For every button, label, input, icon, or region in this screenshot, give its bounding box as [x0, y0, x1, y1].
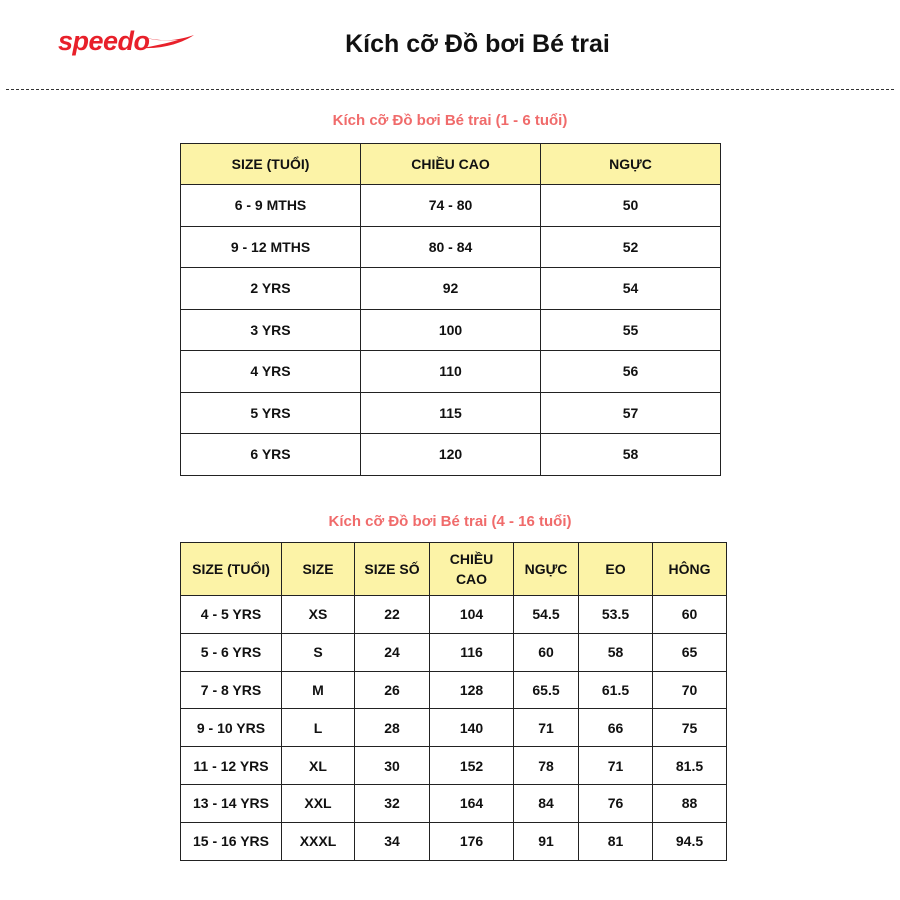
table-cell: 74 - 80	[361, 185, 541, 227]
page-header	[0, 0, 900, 90]
table-cell: 71	[579, 747, 653, 785]
page-title: Kích cỡ Đồ bơi Bé trai	[345, 30, 610, 58]
table-cell: 5 YRS	[181, 392, 361, 434]
column-header: HÔNG	[653, 543, 727, 596]
table-cell: 53.5	[579, 596, 653, 634]
column-header: NGỰC	[541, 144, 721, 185]
table-row	[181, 434, 721, 476]
table-cell: 61.5	[579, 671, 653, 709]
table-cell: 5 - 6 YRS	[181, 633, 282, 671]
size-table-4-16-years	[180, 542, 727, 861]
table-cell: XL	[282, 747, 355, 785]
table-cell: 70	[653, 671, 727, 709]
table-cell: 54.5	[514, 596, 579, 634]
column-header: CHIỀU CAO	[430, 543, 514, 596]
table-cell: 7 - 8 YRS	[181, 671, 282, 709]
table-cell: 120	[361, 434, 541, 476]
table-cell: 28	[355, 709, 430, 747]
table-cell: 60	[514, 633, 579, 671]
table-cell: XXXL	[282, 822, 355, 860]
table-cell: 116	[430, 633, 514, 671]
table-cell: 58	[541, 434, 721, 476]
table-cell: 152	[430, 747, 514, 785]
table-cell: 176	[430, 822, 514, 860]
table-cell: 78	[514, 747, 579, 785]
table-cell: 81	[579, 822, 653, 860]
table-cell: 91	[514, 822, 579, 860]
table-cell: 75	[653, 709, 727, 747]
table-cell: 84	[514, 784, 579, 822]
table-cell: 4 - 5 YRS	[181, 596, 282, 634]
table-cell: 26	[355, 671, 430, 709]
table-cell: 9 - 12 MTHS	[181, 226, 361, 268]
table-cell: 71	[514, 709, 579, 747]
table-cell: XS	[282, 596, 355, 634]
table-cell: 100	[361, 309, 541, 351]
table-2-title: Kích cỡ Đồ bơi Bé trai (4 - 16 tuổi)	[328, 513, 572, 530]
table-cell: 13 - 14 YRS	[181, 784, 282, 822]
table-cell: 94.5	[653, 822, 727, 860]
table-cell: 4 YRS	[181, 351, 361, 393]
table-cell: 52	[541, 226, 721, 268]
table-cell: 34	[355, 822, 430, 860]
table-row	[181, 633, 727, 671]
table-cell: 92	[361, 268, 541, 310]
table-cell: 140	[430, 709, 514, 747]
dashed-divider	[6, 89, 894, 90]
table-cell: 60	[653, 596, 727, 634]
table-cell: 66	[579, 709, 653, 747]
table-cell: 55	[541, 309, 721, 351]
table-row	[181, 822, 727, 860]
table-cell: 58	[579, 633, 653, 671]
table-row	[181, 671, 727, 709]
table-cell: 65.5	[514, 671, 579, 709]
table-row	[181, 185, 721, 227]
table-cell: 88	[653, 784, 727, 822]
column-header: SIZE (TUỔI)	[181, 144, 361, 185]
table-row	[181, 596, 727, 634]
table-row	[181, 392, 721, 434]
table-cell: XXL	[282, 784, 355, 822]
table-cell: 65	[653, 633, 727, 671]
table-cell: 164	[430, 784, 514, 822]
table-cell: 11 - 12 YRS	[181, 747, 282, 785]
table-row	[181, 268, 721, 310]
table-header-row	[181, 144, 721, 185]
table-cell: 2 YRS	[181, 268, 361, 310]
table-cell: 6 - 9 MTHS	[181, 185, 361, 227]
table-header-row	[181, 543, 727, 596]
table-cell: 30	[355, 747, 430, 785]
table-cell: 50	[541, 185, 721, 227]
table-row	[181, 309, 721, 351]
table-row	[181, 784, 727, 822]
table-cell: M	[282, 671, 355, 709]
table-row	[181, 351, 721, 393]
table-cell: 128	[430, 671, 514, 709]
brand-wordmark: speedo	[58, 26, 150, 56]
table-cell: L	[282, 709, 355, 747]
size-table-1-6-years	[180, 143, 721, 476]
column-header: CHIỀU CAO	[361, 144, 541, 185]
column-header: NGỰC	[514, 543, 579, 596]
table-cell: 80 - 84	[361, 226, 541, 268]
table-cell: 9 - 10 YRS	[181, 709, 282, 747]
table-cell: 57	[541, 392, 721, 434]
column-header: SIZE (TUỔI)	[181, 543, 282, 596]
table-cell: 56	[541, 351, 721, 393]
table-row	[181, 747, 727, 785]
table-cell: 15 - 16 YRS	[181, 822, 282, 860]
table-1-title: Kích cỡ Đồ bơi Bé trai (1 - 6 tuổi)	[332, 112, 568, 129]
column-header: EO	[579, 543, 653, 596]
table-cell: 32	[355, 784, 430, 822]
column-header: SIZE	[282, 543, 355, 596]
table-cell: 3 YRS	[181, 309, 361, 351]
table-cell: 104	[430, 596, 514, 634]
table-cell: 81.5	[653, 747, 727, 785]
table-cell: 24	[355, 633, 430, 671]
table-cell: 6 YRS	[181, 434, 361, 476]
column-header: SIZE SỐ	[355, 543, 430, 596]
table-cell: 54	[541, 268, 721, 310]
table-row	[181, 226, 721, 268]
table-cell: 76	[579, 784, 653, 822]
table-cell: 115	[361, 392, 541, 434]
table-cell: 110	[361, 351, 541, 393]
table-row	[181, 709, 727, 747]
table-cell: S	[282, 633, 355, 671]
table-cell: 22	[355, 596, 430, 634]
